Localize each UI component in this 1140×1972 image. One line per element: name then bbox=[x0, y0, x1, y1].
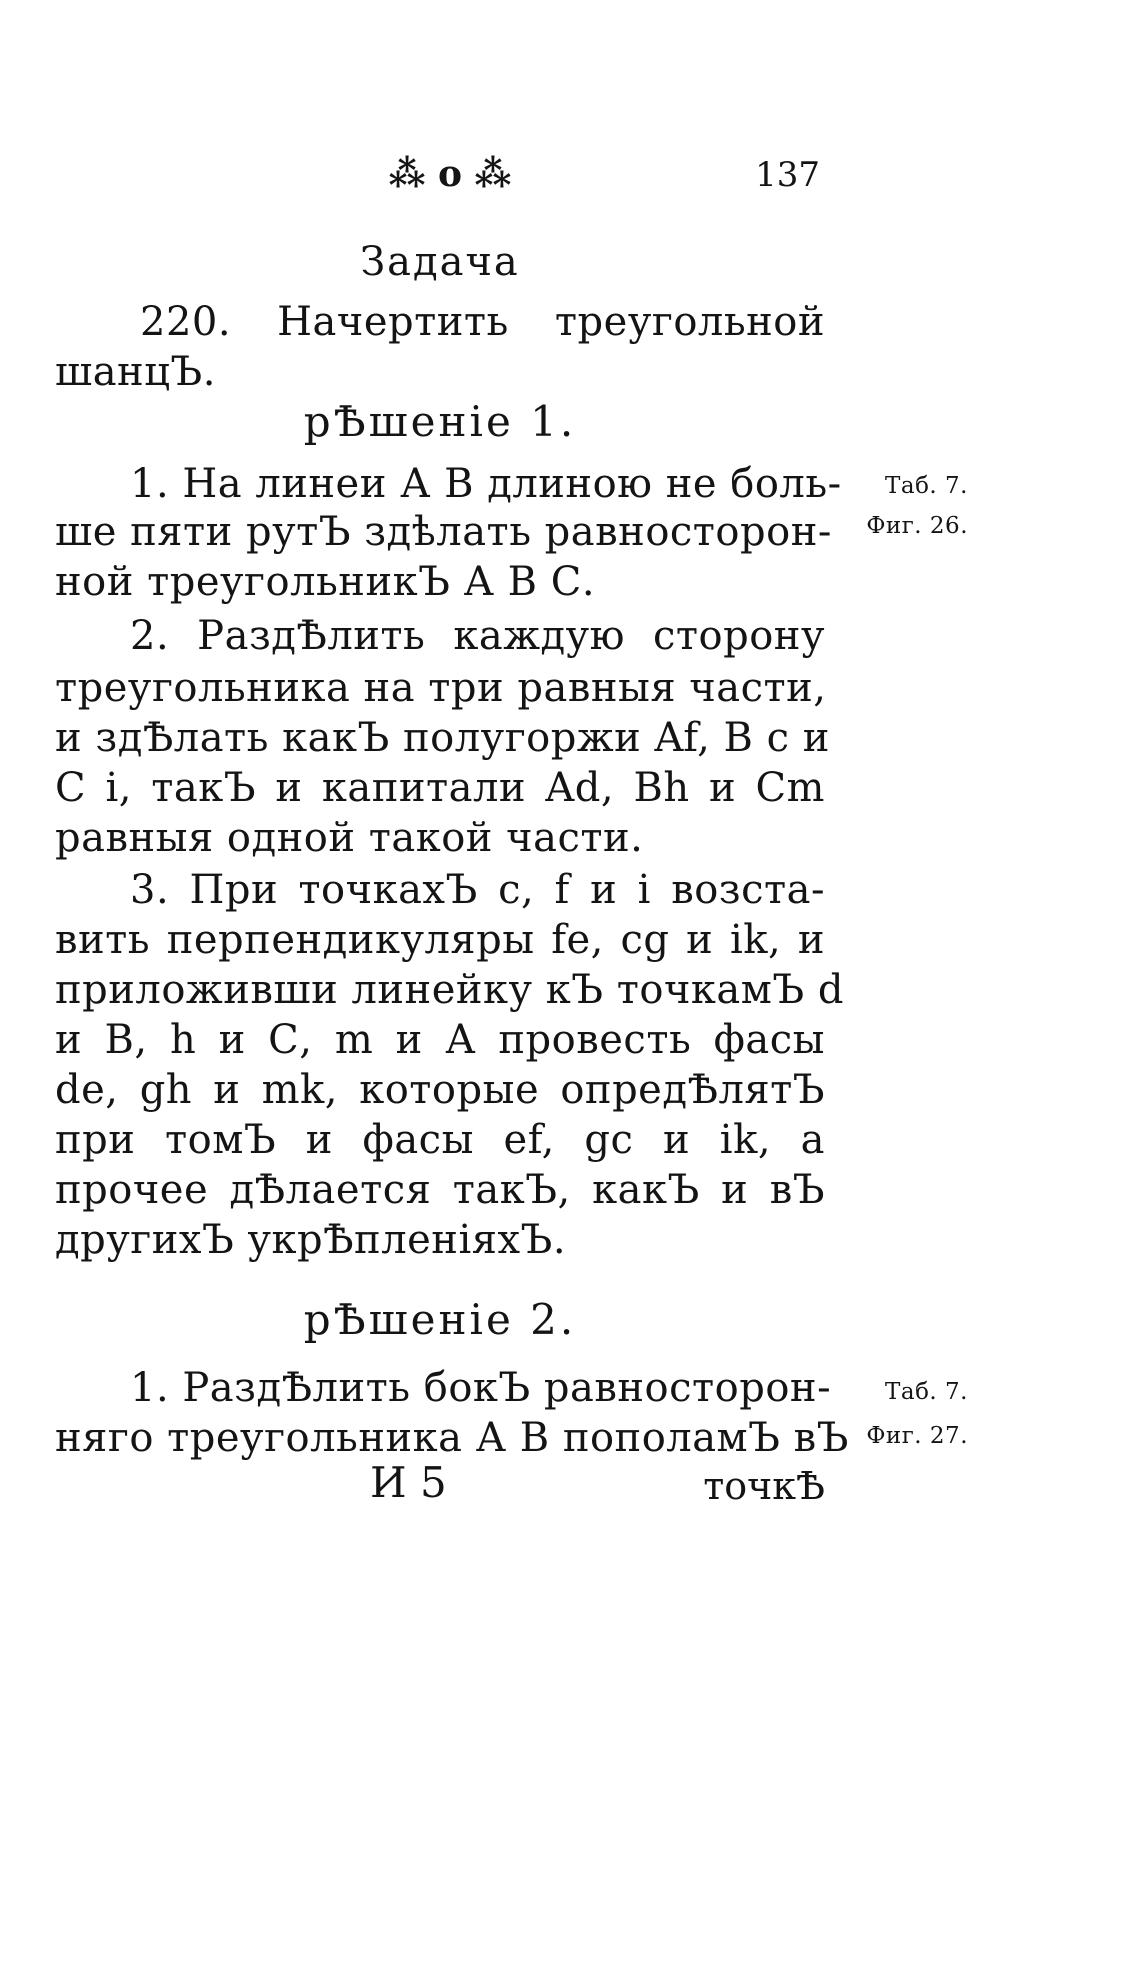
page-number: 137 bbox=[755, 155, 820, 195]
solution-2-heading: рѢшенiе 2. bbox=[303, 1295, 577, 1344]
text-line: 2. РаздѢлить каждую сторону bbox=[130, 613, 825, 659]
text-line: и В, h и С, m и А провесть фасы bbox=[55, 1017, 825, 1063]
text-line: няго треугольника А В пополамЪ вЪ bbox=[55, 1415, 849, 1461]
text-line: вить перпендикуляры fe, cg и ik, и bbox=[55, 917, 825, 963]
text-line: шанцЪ. bbox=[55, 349, 216, 395]
problem-heading: Задача bbox=[360, 239, 520, 285]
text-line: треугольника на три равныя части, bbox=[55, 665, 827, 711]
text-line: С i, такЪ и капитали Ad, Bh и Cm bbox=[55, 765, 825, 811]
text-line: 3. При точкахЪ с, f и i возста- bbox=[130, 867, 825, 913]
catchword: точкѢ bbox=[703, 1464, 825, 1508]
text-line: другихЪ укрѢпленiяхЪ. bbox=[55, 1217, 567, 1263]
text-line: ной треугольникЪ А В С. bbox=[55, 559, 596, 605]
margin-note-table: Таб. 7. bbox=[885, 473, 968, 499]
text-line: приложивши линейку кЪ точкамЪ d bbox=[55, 967, 844, 1013]
text-line: ше пяти рутЪ здѣлать равносторон- bbox=[55, 509, 832, 555]
text-line: и здѢлать какЪ полугоржи Af, В с и bbox=[55, 715, 830, 761]
text-line: 1. На линеи А В длиною не боль- bbox=[130, 461, 842, 507]
margin-note-figure: Фиг. 27. bbox=[866, 1423, 968, 1449]
text-line: равныя одной такой части. bbox=[55, 815, 644, 861]
text-line: 1. РаздѢлить бокЪ равносторон- bbox=[130, 1365, 832, 1411]
text-line: при томЪ и фасы ef, gc и ik, а bbox=[55, 1117, 825, 1163]
text-line: 220. Начертить треугольной bbox=[140, 299, 825, 345]
text-line: de, gh и mk, которые опредѢлятЪ bbox=[55, 1067, 825, 1113]
margin-note-table: Таб. 7. bbox=[885, 1379, 968, 1405]
margin-note-figure: Фиг. 26. bbox=[866, 513, 968, 539]
signature-mark: И 5 bbox=[370, 1458, 447, 1507]
solution-1-heading: рѢшенiе 1. bbox=[303, 397, 577, 446]
text-line: прочее дѢлается такЪ, какЪ и вЪ bbox=[55, 1167, 825, 1213]
header-ornament: ⁂ o ⁂ bbox=[388, 153, 512, 195]
